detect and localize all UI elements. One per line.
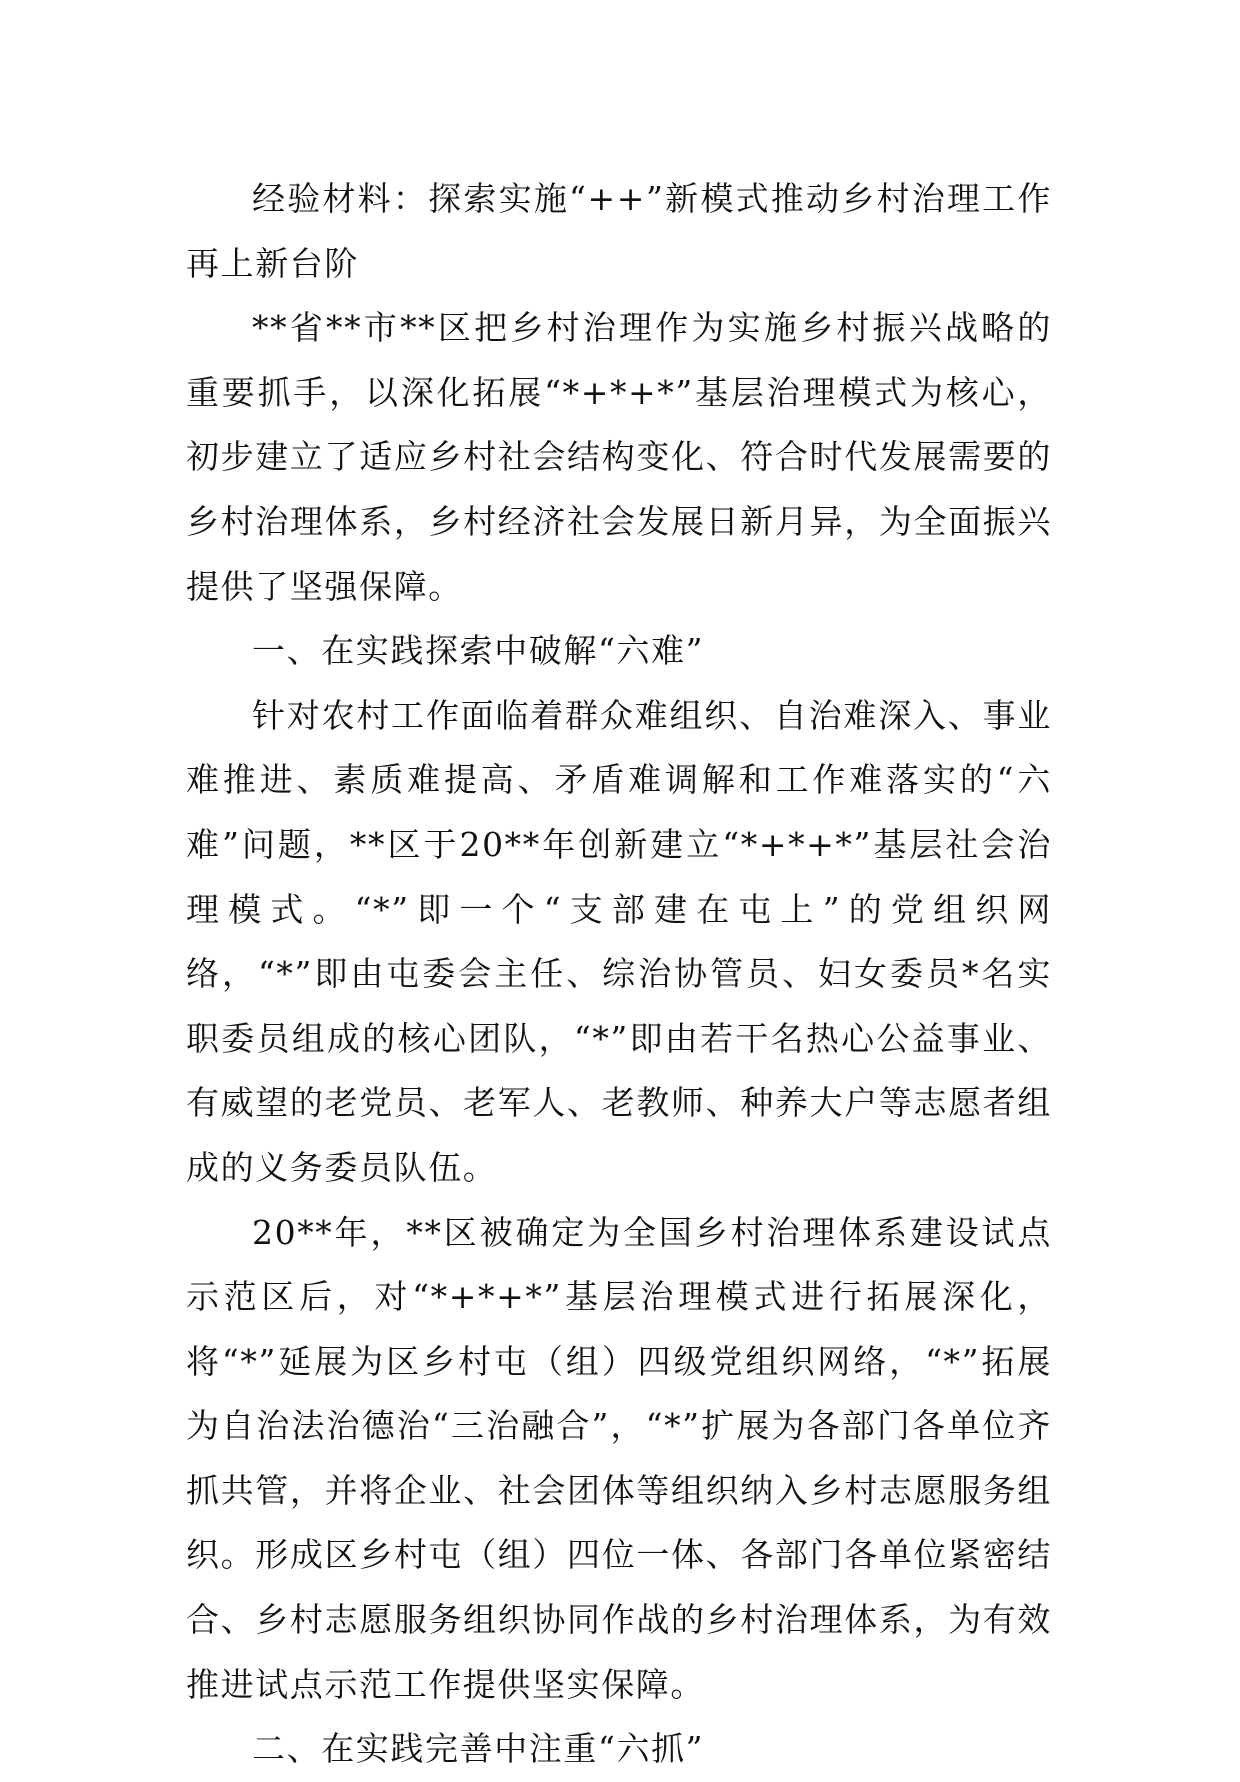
section-heading-2: 二、在实践完善中注重“六抓” bbox=[252, 1729, 705, 1769]
section-heading-1: 一、在实践探索中破解“六难” bbox=[252, 631, 705, 671]
intro-paragraph: **省**市**区把乡村治理作为实施乡村振兴战略的重要抓手，以深化拓展“*+*+*”基层治理模式为核心，初步建立了适应乡村社会结构变化、符合时代发展需要的乡村治理体系，乡村经济社会发展日新月异，为全面振兴提供了坚强保障。 bbox=[186, 308, 1052, 606]
body-paragraph-1: 针对农村工作面临着群众难组织、自治难深入、事业难推进、素质难提高、矛盾难调解和工作难落实的“六难”问题，**区于20**年创新建立“*+*+*”基层社会治理模式。“*”即一个“支部建在屯上”的党组织网络，“*”即由屯委会主任、综治协管员、妇女委员*名实职委员组成的核心团队，“*”即由若干名热心公益事业、有威望的老党员、老军人、老教师、种养大户等志愿者组成的义务委员队伍。 bbox=[186, 695, 1052, 1187]
body-paragraph-2: 20**年，**区被确定为全国乡村治理体系建设试点示范区后，对“*+*+*”基层治理模式进行拓展深化，将“*”延展为区乡村屯（组）四级党组织网络，“*”拓展为自治法治德治“三治融合”，“*”扩展为各部门各单位齐抓共管，并将企业、社会团体等组织纳入乡村志愿服务组织。形成区乡村屯（组）四位一体、各部门各单位紧密结合、乡村志愿服务组织协同作战的乡村治理体系，为有效推进试点示范工作提供坚实保障。 bbox=[186, 1212, 1052, 1704]
document-body bbox=[186, 167, 1052, 1782]
document-title: 经验材料：探索实施“++”新模式推动乡村治理工作再上新台阶 bbox=[186, 179, 1052, 283]
